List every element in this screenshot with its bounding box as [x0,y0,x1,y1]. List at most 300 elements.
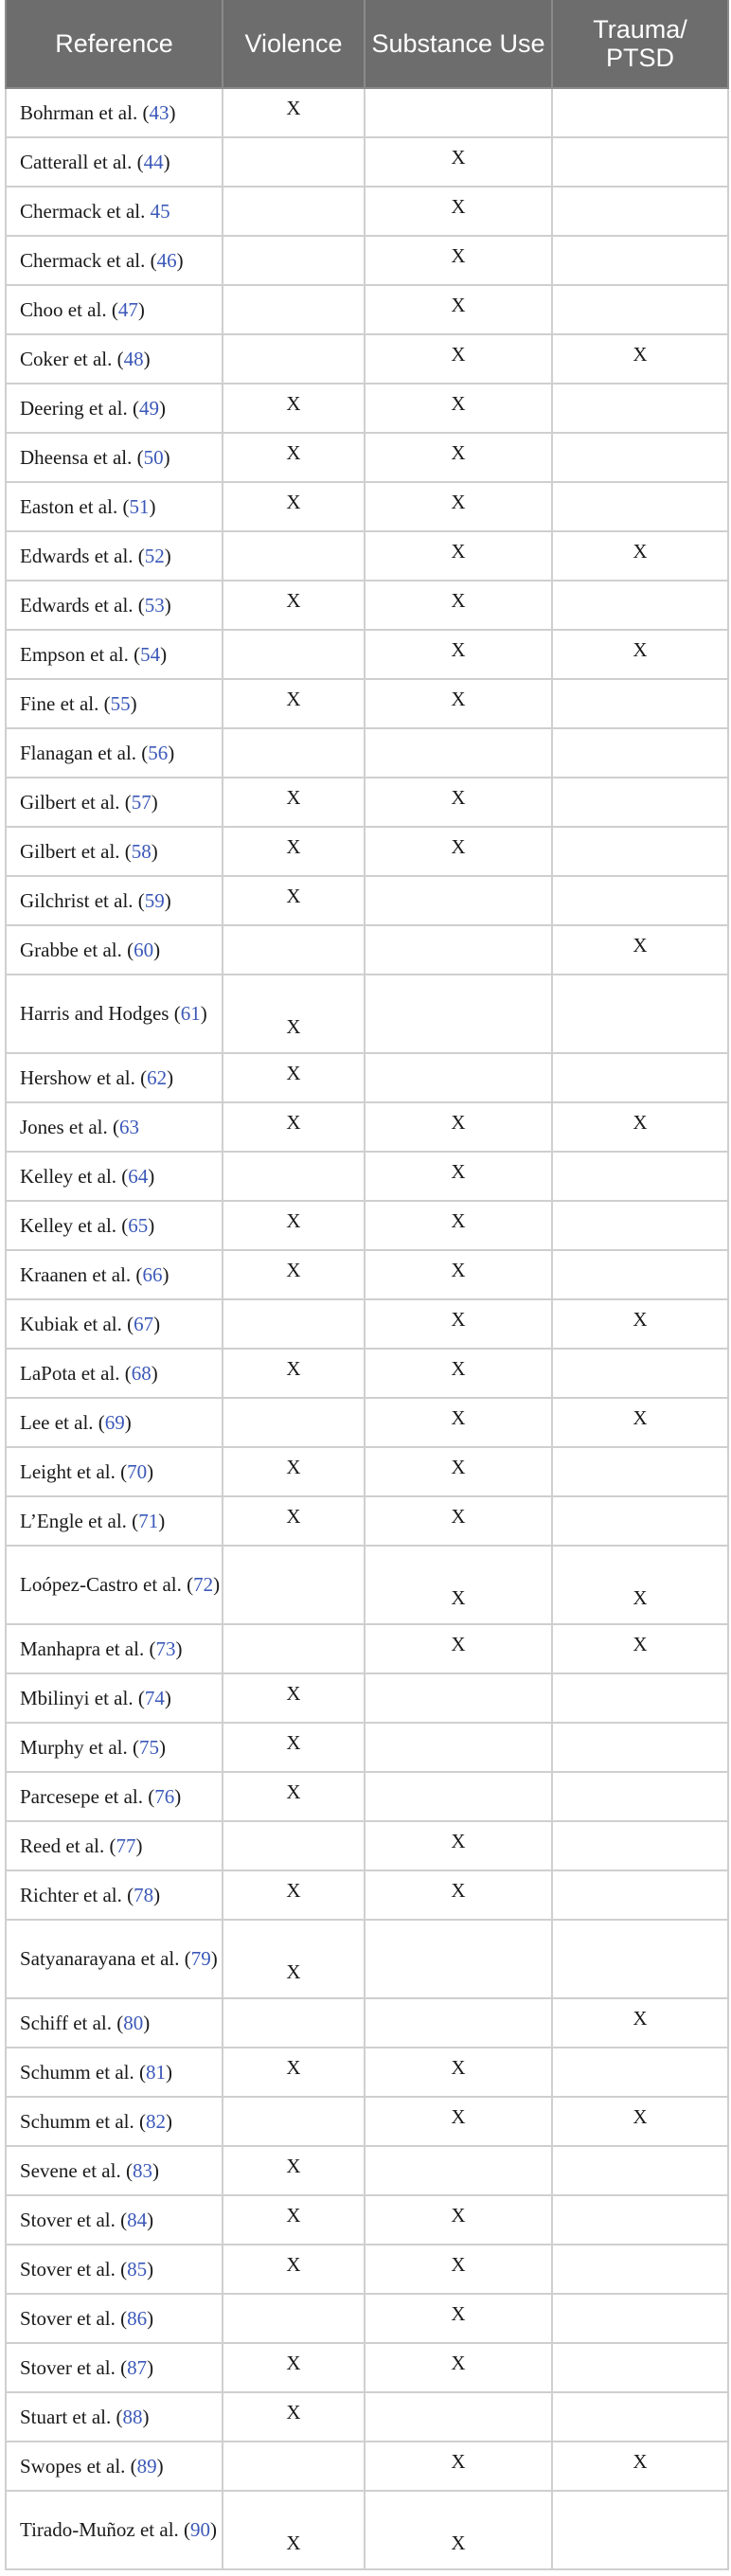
trauma-ptsd-mark: X [552,925,728,975]
table-row [6,679,728,728]
substance-use-mark: X [365,433,552,482]
table-row [6,2343,728,2392]
reference-text: Satyanarayana et al. ( [20,1947,191,1970]
reference-cell [6,1102,223,1152]
reference-close-paren: ) [147,2257,154,2281]
reference-close-paren: ) [147,2208,154,2231]
reference-text: Empson et al. ( [20,642,141,666]
violence-mark [223,1998,365,2048]
violence-mark: X [223,1496,365,1546]
table-row [6,2195,728,2245]
table-row [6,285,728,334]
substance-use-mark: X [365,482,552,531]
substance-use-mark: X [365,1102,552,1152]
citation-link[interactable]: 64 [128,1164,149,1188]
reference-close-paren: ) [143,2011,151,2034]
reference-text: Schiff et al. ( [20,2011,124,2034]
reference-close-paren: ) [148,1164,155,1188]
reference-text: Reed et al. ( [20,1834,116,1857]
reference-cell [6,1723,223,1772]
reference-text: Sevene et al. ( [20,2158,133,2182]
reference-text: Parcesepe et al. ( [20,1784,155,1808]
reference-text: Leight et al. ( [20,1459,128,1483]
substance-use-mark: X [365,531,552,581]
reference-close-paren: ) [148,1213,155,1237]
reference-cell [6,1152,223,1201]
trauma-ptsd-mark [552,778,728,827]
substance-use-mark: X [365,2048,552,2097]
table-row [6,433,728,482]
reference-text: Deering et al. ( [20,396,139,420]
reference-cell [6,1250,223,1299]
citation-link[interactable]: 88 [122,2405,143,2428]
violence-mark: X [223,1920,365,1998]
citation-link[interactable]: 78 [134,1883,154,1906]
violence-mark: X [223,876,365,925]
violence-mark: X [223,2343,365,2392]
reference-close-paren: ) [147,2355,154,2379]
reference-text: Jones et al. ( [20,1115,119,1138]
reference-text: Stover et al. ( [20,2257,128,2281]
trauma-ptsd-mark [552,285,728,334]
reference-cell [6,1870,223,1920]
table-row [6,1250,728,1299]
reference-cell [6,2392,223,2442]
reference-text: Schumm et al. ( [20,2109,146,2133]
trauma-ptsd-mark [552,2146,728,2195]
violence-mark: X [223,2195,365,2245]
substance-use-mark [365,925,552,975]
reference-cell [6,285,223,334]
reference-close-paren: ) [169,100,176,124]
trauma-ptsd-mark [552,1053,728,1102]
violence-mark [223,1398,365,1447]
violence-mark: X [223,1673,365,1723]
trauma-ptsd-mark [552,236,728,285]
trauma-ptsd-mark: X [552,1546,728,1624]
table-row [6,1723,728,1772]
reference-cell [6,827,223,876]
trauma-ptsd-mark [552,1152,728,1201]
substance-use-mark: X [365,1299,552,1349]
citation-link[interactable]: 76 [154,1784,175,1808]
citation-link[interactable]: 71 [138,1509,159,1532]
reference-close-paren: ) [147,2306,154,2330]
table-row [6,1870,728,1920]
citation-link[interactable]: 57 [131,790,152,814]
citation-link[interactable]: 51 [129,494,150,518]
substance-use-mark: X [365,1821,552,1870]
substance-use-mark: X [365,236,552,285]
reference-cell [6,2245,223,2294]
reference-close-paren: ) [163,150,170,173]
trauma-ptsd-mark [552,876,728,925]
table-row [6,827,728,876]
substance-use-mark: X [365,2294,552,2343]
table-row [6,925,728,975]
substance-use-mark: X [365,2195,552,2245]
citation-link[interactable]: 75 [138,1735,159,1759]
table-row [6,187,728,236]
reference-cell [6,433,223,482]
reference-cell [6,2491,223,2569]
trauma-ptsd-mark [552,2343,728,2392]
substance-use-mark: X [365,1447,552,1496]
reference-cell [6,1673,223,1723]
violence-mark: X [223,1201,365,1250]
substance-use-mark: X [365,1152,552,1201]
table-row [6,1821,728,1870]
table-row [6,384,728,433]
citation-link[interactable]: 90 [190,2518,211,2541]
reference-cell [6,925,223,975]
reference-text: Kraanen et al. ( [20,1262,143,1286]
citation-link[interactable]: 45 [150,199,170,223]
reference-cell [6,1447,223,1496]
reference-cell [6,2343,223,2392]
table-row [6,1673,728,1723]
citation-link[interactable]: 47 [117,297,138,321]
reference-text: Bohrman et al. ( [20,100,150,124]
reference-close-paren: ) [176,248,184,272]
citation-link[interactable]: 68 [131,1361,152,1385]
substance-use-mark: X [365,2097,552,2146]
reference-close-paren: ) [151,839,158,863]
trauma-ptsd-mark [552,88,728,137]
citation-link[interactable]: 80 [123,2011,144,2034]
citation-link[interactable]: 61 [180,1002,201,1025]
reference-text: Hershow et al. ( [20,1065,148,1089]
reference-cell [6,630,223,679]
reference-close-paren: ) [164,593,171,617]
reference-cell [6,1546,223,1624]
table-row [6,88,728,137]
substance-use-mark: X [365,1349,552,1398]
trauma-ptsd-mark [552,1201,728,1250]
table-row [6,2245,728,2294]
table-row [6,334,728,384]
reference-cell [6,1398,223,1447]
violence-mark [223,285,365,334]
violence-mark [223,2097,365,2146]
table-row [6,531,728,581]
reference-cell [6,334,223,384]
citation-link[interactable]: 58 [131,839,152,863]
reference-cell [6,2442,223,2491]
trauma-ptsd-mark [552,1349,728,1398]
reference-cell [6,975,223,1053]
reference-cell [6,1349,223,1398]
substance-use-mark: X [365,630,552,679]
substance-use-mark: X [365,2245,552,2294]
substance-use-mark: X [365,137,552,187]
table-row [6,728,728,778]
trauma-ptsd-mark [552,581,728,630]
violence-mark: X [223,1723,365,1772]
table-row [6,482,728,531]
table-row [6,1398,728,1447]
citation-link[interactable]: 86 [127,2306,148,2330]
substance-use-mark [365,1772,552,1821]
reference-cell [6,1299,223,1349]
table-row [6,1447,728,1496]
citation-link[interactable]: 48 [123,347,144,370]
reference-text: Stuart et al. ( [20,2405,123,2428]
reference-text: Murphy et al. ( [20,1735,139,1759]
reference-cell [6,728,223,778]
violence-mark [223,187,365,236]
trauma-ptsd-mark: X [552,1624,728,1673]
citation-link[interactable]: 74 [144,1686,165,1709]
citation-link[interactable]: 82 [145,2109,166,2133]
reference-cell [6,2097,223,2146]
citation-link[interactable]: 60 [134,938,154,961]
reference-close-paren: ) [158,1509,166,1532]
reference-text: Coker et al. ( [20,347,124,370]
violence-mark: X [223,2491,365,2569]
trauma-ptsd-mark [552,384,728,433]
citation-link[interactable]: 55 [110,691,131,715]
violence-mark: X [223,778,365,827]
reference-cell [6,531,223,581]
reference-close-paren: ) [153,1312,161,1335]
substance-use-mark [365,1998,552,2048]
citation-link[interactable]: 54 [140,642,161,666]
reference-cell [6,876,223,925]
substance-use-mark [365,2392,552,2442]
table-row [6,1920,728,1998]
table-row [6,975,728,1053]
substance-use-mark: X [365,1201,552,1250]
substance-use-mark [365,2146,552,2195]
substance-use-mark: X [365,778,552,827]
reference-close-paren: ) [151,790,158,814]
reference-cell [6,778,223,827]
reference-close-paren: ) [151,1361,158,1385]
reference-cell [6,1624,223,1673]
reference-text: Easton et al. ( [20,494,130,518]
trauma-ptsd-mark [552,1870,728,1920]
citation-link[interactable]: 53 [144,593,165,617]
citation-link[interactable]: 52 [144,544,165,567]
violence-mark: X [223,482,365,531]
trauma-ptsd-mark [552,1673,728,1723]
reference-close-paren: ) [153,938,161,961]
table-header [6,0,728,88]
trauma-ptsd-mark: X [552,630,728,679]
reference-close-paren: ) [124,1410,132,1434]
substance-use-mark: X [365,1870,552,1920]
reference-close-paren: ) [210,1947,218,1970]
reference-cell [6,236,223,285]
substance-use-mark [365,1673,552,1723]
reference-close-paren: ) [130,691,137,715]
citation-link[interactable]: 50 [143,445,164,469]
substance-use-mark: X [365,2491,552,2569]
reference-close-paren: ) [164,888,171,912]
reference-text: L’Engle et al. ( [20,1509,139,1532]
substance-use-mark [365,876,552,925]
reference-close-paren: ) [149,494,156,518]
table-row [6,2146,728,2195]
reference-close-paren: ) [165,2109,172,2133]
reference-close-paren: ) [147,1459,154,1483]
reference-cell [6,482,223,531]
citation-link[interactable]: 89 [136,2454,157,2478]
citation-link[interactable]: 85 [127,2257,148,2281]
table-row [6,1299,728,1349]
citation-link[interactable]: 56 [148,741,169,764]
citation-link[interactable]: 62 [147,1065,168,1089]
substance-use-mark: X [365,1546,552,1624]
reference-text: Fine et al. ( [20,691,111,715]
trauma-ptsd-mark [552,2245,728,2294]
reference-cell [6,2048,223,2097]
violence-mark: X [223,88,365,137]
citation-link[interactable]: 87 [127,2355,148,2379]
reference-text: Harris and Hodges ( [20,1002,181,1025]
trauma-ptsd-mark [552,2294,728,2343]
violence-mark: X [223,384,365,433]
citation-link[interactable]: 69 [104,1410,125,1434]
violence-mark [223,1624,365,1673]
table-row [6,630,728,679]
trauma-ptsd-mark [552,827,728,876]
reference-table [5,0,729,2570]
citation-link[interactable]: 77 [116,1834,136,1857]
citation-link[interactable]: 81 [145,2060,166,2084]
trauma-ptsd-mark [552,2195,728,2245]
reference-text: Chermack et al. ( [20,248,157,272]
table-body [6,88,728,2569]
reference-text: Mbilinyi et al. ( [20,1686,145,1709]
substance-use-mark: X [365,384,552,433]
violence-mark: X [223,2048,365,2097]
table-row [6,1201,728,1250]
reference-close-paren: ) [152,2158,159,2182]
violence-mark: X [223,2146,365,2195]
substance-use-mark [365,1053,552,1102]
reference-close-paren: ) [158,1735,166,1759]
trauma-ptsd-mark [552,1447,728,1496]
citation-link[interactable]: 84 [127,2208,148,2231]
citation-link[interactable]: 59 [144,888,165,912]
substance-use-mark: X [365,1398,552,1447]
reference-close-paren: ) [158,396,166,420]
trauma-ptsd-mark [552,137,728,187]
violence-mark [223,1299,365,1349]
reference-close-paren: ) [164,1686,171,1709]
reference-cell [6,2146,223,2195]
reference-close-paren: ) [175,1637,183,1660]
trauma-ptsd-mark [552,975,728,1053]
reference-cell [6,2195,223,2245]
violence-mark: X [223,827,365,876]
reference-close-paren: ) [142,2405,150,2428]
violence-mark: X [223,2245,365,2294]
reference-cell [6,1772,223,1821]
reference-cell [6,88,223,137]
citation-link[interactable]: 43 [149,100,169,124]
reference-cell [6,187,223,236]
violence-mark [223,2294,365,2343]
reference-text: Catterall et al. ( [20,150,144,173]
trauma-ptsd-mark [552,1772,728,1821]
citation-link[interactable]: 49 [138,396,159,420]
violence-mark [223,236,365,285]
reference-text: Flanagan et al. ( [20,741,149,764]
citation-link[interactable]: 67 [134,1312,154,1335]
reference-text: Loópez-Castro et al. ( [20,1573,194,1596]
reference-cell [6,679,223,728]
table-row [6,1496,728,1546]
reference-cell [6,137,223,187]
substance-use-mark [365,728,552,778]
reference-close-paren: ) [213,1573,221,1596]
citation-link[interactable]: 72 [193,1573,214,1596]
citation-link[interactable]: 79 [190,1947,211,1970]
trauma-ptsd-mark [552,2392,728,2442]
reference-close-paren: ) [160,642,168,666]
violence-mark: X [223,679,365,728]
reference-text: Chermack et al. [20,199,151,223]
trauma-ptsd-mark: X [552,531,728,581]
reference-text: Tirado-Muñoz et al. ( [20,2518,191,2541]
table-row [6,2097,728,2146]
reference-close-paren: ) [165,2060,172,2084]
reference-close-paren: ) [167,1065,174,1089]
reference-cell [6,1920,223,1998]
reference-cell [6,1998,223,2048]
substance-use-mark: X [365,334,552,384]
violence-mark [223,2442,365,2491]
violence-mark [223,728,365,778]
citation-link[interactable]: 44 [143,150,164,173]
violence-mark: X [223,1102,365,1152]
substance-use-mark: X [365,187,552,236]
violence-mark [223,1152,365,1201]
reference-text: Gilchrist et al. ( [20,888,145,912]
reference-cell [6,1821,223,1870]
reference-cell [6,1053,223,1102]
table-row [6,1624,728,1673]
header-violence: Violence [223,0,365,88]
violence-mark: X [223,1772,365,1821]
citation-link[interactable]: 63 [118,1115,139,1138]
substance-use-mark: X [365,581,552,630]
citation-link[interactable]: 73 [155,1637,176,1660]
violence-mark: X [223,2392,365,2442]
trauma-ptsd-mark: X [552,1299,728,1349]
reference-cell [6,1201,223,1250]
reference-close-paren: ) [168,741,175,764]
citation-link[interactable]: 66 [142,1262,163,1286]
table-row [6,1102,728,1152]
citation-link[interactable]: 70 [127,1459,148,1483]
violence-mark [223,137,365,187]
violence-mark: X [223,975,365,1053]
substance-use-mark [365,1920,552,1998]
citation-link[interactable]: 65 [128,1213,149,1237]
citation-link[interactable]: 46 [156,248,177,272]
reference-close-paren: ) [137,297,145,321]
reference-text: Gilbert et al. ( [20,839,132,863]
violence-mark [223,1546,365,1624]
table-row [6,1349,728,1398]
reference-text: Kelley et al. ( [20,1164,129,1188]
citation-link[interactable]: 83 [132,2158,152,2182]
violence-mark: X [223,1447,365,1496]
